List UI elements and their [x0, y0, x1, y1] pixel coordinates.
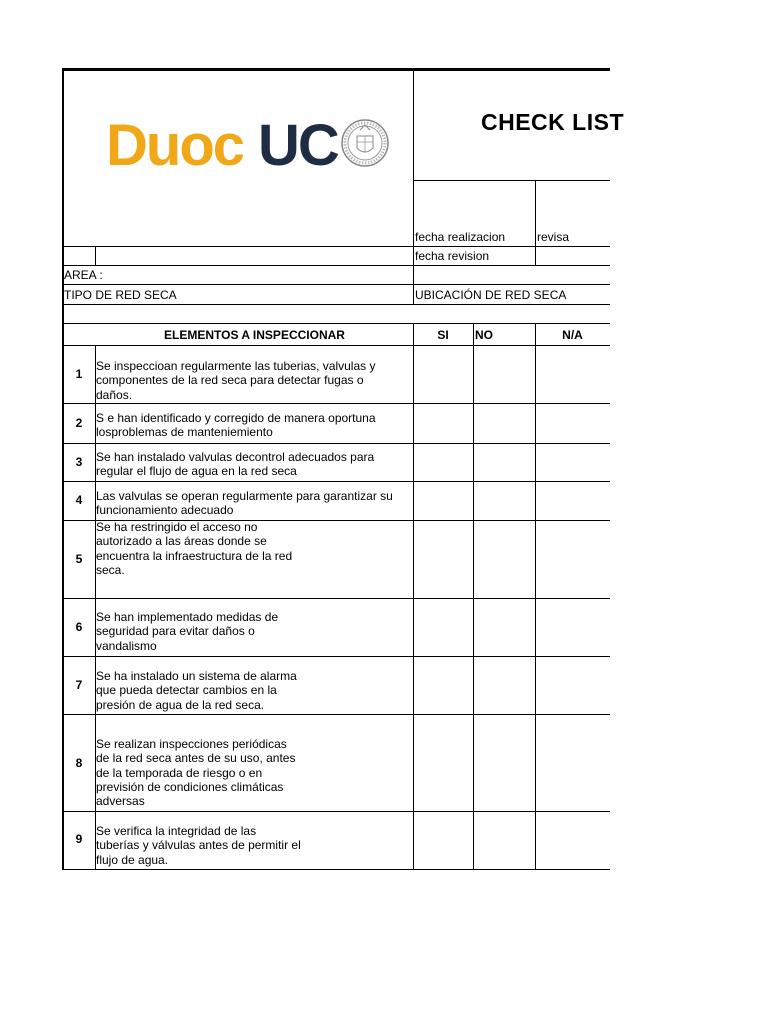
row-number: 1 — [75, 367, 83, 381]
col-header-no: NO — [475, 328, 493, 342]
logo-duoc-text: Duoc — [106, 113, 243, 178]
row-number: 7 — [75, 678, 83, 692]
small-cell-divider — [95, 246, 96, 266]
row-line-8 — [62, 811, 610, 812]
row-line-6 — [62, 656, 610, 657]
line-265 — [62, 265, 610, 266]
row-text: Se ha restringido el acceso no autorizado a las áreas donde se encuentra la infraestructura de la red seca. — [96, 520, 293, 577]
row-line-5 — [62, 598, 610, 599]
row-line-3 — [62, 481, 610, 482]
row-text: Se verifica la integridad de las tuberías y válvulas antes de permitir el flujo de agua. — [96, 824, 301, 867]
ubicacion-red-seca-label: UBICACIÓN DE RED SECA — [415, 288, 567, 302]
row-line-1 — [62, 403, 610, 404]
fecha-realizacion-label: fecha realizacion — [415, 230, 506, 244]
row-number: 3 — [75, 455, 83, 469]
si-col-divider — [413, 323, 414, 870]
na-col-divider — [535, 323, 536, 870]
area-label: AREA : — [64, 268, 103, 282]
row-text: Se han instalado valvulas decontrol adecuados para regular el flujo de agua en la red seca — [96, 450, 375, 479]
row-number: 2 — [75, 416, 83, 430]
row-line-2 — [62, 443, 610, 444]
row-line-7 — [62, 714, 610, 715]
top-border — [62, 68, 610, 71]
row-line-9 — [62, 869, 610, 870]
col-header-na: N/A — [562, 328, 583, 342]
header-divider — [413, 70, 414, 304]
row-text: Se han implementado medidas de seguridad para evitar daños o vandalismo — [96, 610, 279, 653]
left-border — [62, 68, 64, 870]
line-246 — [62, 246, 610, 247]
page-title: CHECK LIST — [481, 109, 624, 135]
row-text: Se realizan inspecciones periódicas de la red seca antes de su uso, antes de la temporada de riesgo o en previsión de condiciones climáticas adversas — [96, 737, 296, 809]
header-row-line — [413, 180, 610, 181]
logo-uc-text: UC — [258, 113, 338, 178]
university-seal-icon — [340, 108, 390, 178]
row-number: 4 — [75, 493, 83, 507]
row-number: 6 — [75, 620, 83, 634]
row-text: Las valvulas se operan regularmente para garantizar su funcionamiento adecuado — [96, 489, 393, 518]
col-header-si: SI — [437, 328, 449, 342]
revisa-divider — [535, 180, 536, 266]
row-text: Se ha instalado un sistema de alarma que pueda detectar cambios en la presión de agua de la red seca. — [96, 669, 297, 712]
row-number: 5 — [75, 552, 83, 566]
row-number: 9 — [75, 832, 83, 846]
row-text: S e han identificado y corregido de manera oportuna losproblemas de manteniemiento — [96, 411, 376, 440]
no-col-divider — [473, 323, 474, 870]
row-text: Se inspeccioan regularmente las tuberias, valvulas y componentes de la red seca para detectar fugas o daños. — [96, 359, 376, 402]
row-number: 8 — [75, 756, 83, 770]
revisa-label: revisa — [537, 230, 570, 244]
line-323 — [62, 323, 610, 324]
line-304 — [62, 304, 610, 305]
line-284 — [62, 284, 610, 285]
fecha-revision-label: fecha revision — [415, 249, 490, 263]
tipo-red-seca-label: TIPO DE RED SECA — [64, 288, 177, 302]
col-header-elements: ELEMENTOS A INSPECCIONAR — [164, 328, 345, 342]
table-header-line — [62, 345, 610, 346]
